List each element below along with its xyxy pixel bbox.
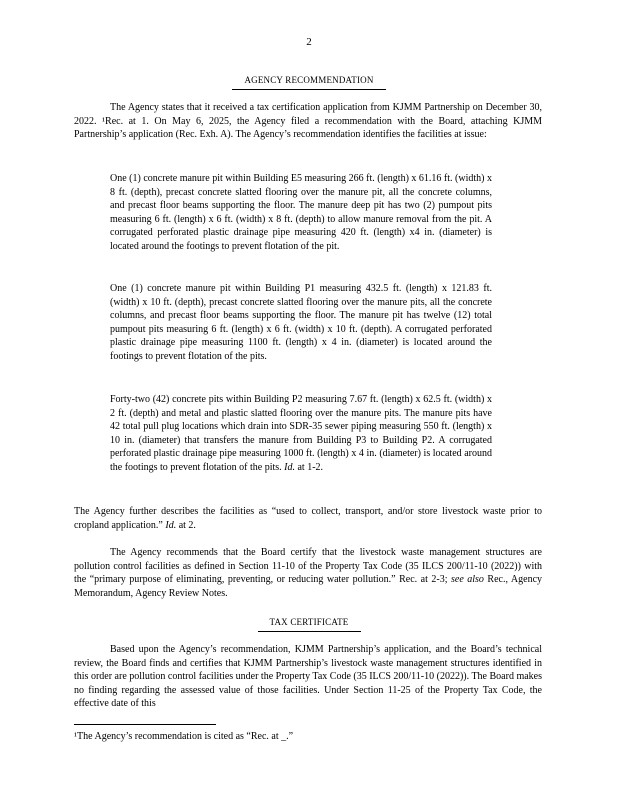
facility-p2: Forty-two (42) concrete pits within Building P2 measuring 7.67 ft. (length) x 62.5 ft. (width) x 2 ft. (depth) and metal and plastic slatted flooring over the manure pits. The manure pits have 42 total pull plug locations which drain into SDR-35 sewer piping measuring 550 ft. (length) x 10 in. (diameter) that transfers the manure from Building P3 to Building P2. A corrugated perforated plastic drainage pipe measuring 1000 ft. (length) x 4 in. (diameter) is located around the footings to prevent flotation of the pits. Id. at 1-2. — [110, 394, 492, 473]
facility-e5: One (1) concrete manure pit within Building E5 measuring 266 ft. (length) x 61.16 ft. (width) x 8 ft. (depth), precast concrete slatted flooring over the manure pit, all the concrete columns, and precast floor beams supporting the floor. The manure deep pit has two (2) pumpout pits measuring 6 ft. (length) x 6 ft. (width) x 8 ft. (depth) to allow manure removal from the pit. A corrugated perforated plastic drainage pipe measuring 420 ft. (length) x4 in. (diameter) is located around the footings to prevent flotation of the pit. — [110, 173, 492, 252]
footnote: ¹The Agency’s recommendation is cited as “Rec. at _.” — [74, 731, 294, 742]
heading-tax-certificate: TAX CERTIFICATE — [0, 616, 618, 632]
page-number: 2 — [306, 36, 312, 48]
paragraph-description: The Agency further describes the facilities as “used to collect, transport, and/or store livestock waste prior to cropland application.” Id. at 2. — [74, 506, 542, 531]
citation-id: Id. — [284, 461, 295, 473]
facility-p1: One (1) concrete manure pit within Building P1 measuring 432.5 ft. (length) x 121.83 ft. (width) x 10 ft. (depth), precast concrete slatted flooring over the manure pits, all the concrete columns, and precast floor beams supporting the floor. The manure pit has twelve (12) total pumpout pits measuring 6 ft. (length) x 6 ft. (width) x 10 ft. (depth). A corrugated perforated plastic drainage pipe measuring 1100 ft. (length) x 4 in. (diameter) is located around the footings to prevent flotation of the pits. — [110, 283, 492, 362]
footnote-divider — [74, 724, 216, 725]
paragraph-application: The Agency states that it received a tax certification application from KJMM Partnership on December 30, 2022. ¹Rec. at 1. On May 6, 2025, the Agency filed a recommendation with the Board, attaching KJMM Partnership’s application (Rec. Exh. A). The Agency’s recommendation identifies the facilities at issue: — [74, 102, 542, 141]
heading-agency-recommendation: AGENCY RECOMMENDATION — [0, 74, 618, 90]
paragraph-recommends: The Agency recommends that the Board certify that the livestock waste management structures are pollution control facilities as defined in Section 11-10 of the Property Tax Code (35 ILCS 200/11-10 (2022)) with the “primary purpose of eliminating, preventing, or reducing water pollution.” Rec. at 2-3; see also Rec., Agency Memorandum, Agency Review Notes. — [74, 547, 543, 599]
paragraph-certification: Based upon the Agency’s recommendation, KJMM Partnership’s application, and the Board’s technical review, the Board finds and certifies that KJMM Partnership’s livestock waste management structures identified in this order are pollution control facilities under the Property Tax Code (35 ILCS 200/11-10 (2022)). The Board makes no finding regarding the assessed value of those facilities. Under Section 11-25 of the Property Tax Code, the effective date of this — [74, 644, 542, 710]
